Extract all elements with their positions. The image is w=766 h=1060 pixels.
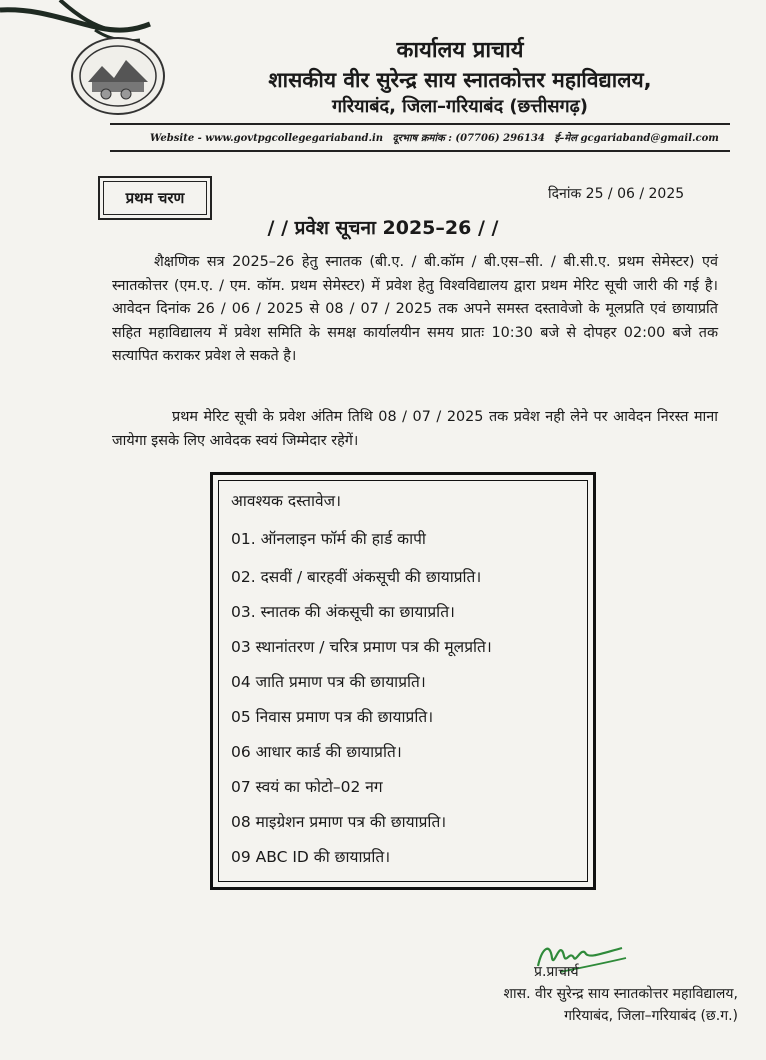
header-line-1: कार्यालय प्राचार्य	[396, 38, 524, 63]
office-header	[190, 36, 730, 120]
contact-line	[150, 130, 725, 144]
paragraph-admission: शैक्षणिक सत्र 2025–26 हेतु स्नातक (बी.ए. / बी.कॉम / बी.एस–सी. / बी.सी.ए. प्रथम सेमेस्टर) एवं स्नातकोत्तर (एम.ए. / एम. कॉम. प्रथम सेमेस्टर) में प्रवेश हेतु विश्वविद्यालय द्वारा प्रथम मेरिट सूची जारी की गई है। आवेदन दिनांक 26 / 06 / 2025 से 08 / 07 / 2025 तक अपने समस्त दस्तावेजो के मूलप्रति एवं छायाप्रति सहित महाविद्यालय में प्रवेश समिति के समक्ष कार्यालयीन समय प्रातः 10:30 बजे से दोपहर 02:00 बजे तक सत्यापित कराकर प्रवेश ले सकते है।	[112, 254, 718, 364]
signatory-college: शास. वीर सुरेन्द्र साय स्नातकोत्तर महाविद्यालय,	[503, 986, 738, 1002]
document-item: 09 ABC ID की छायाप्रति।	[231, 848, 391, 866]
documents-box-inner	[218, 480, 588, 882]
header-rule-bottom	[110, 150, 730, 152]
website-text: Website - www.govtpgcollegegariaband.in	[150, 133, 384, 144]
header-rule-top	[110, 123, 730, 125]
signatory-location: गरियाबंद, जिला–गरियाबंद (छ.ग.)	[564, 1008, 738, 1024]
header-location: गरियाबंद, जिला–गरियाबंद (छत्तीसगढ़)	[331, 96, 589, 117]
notice-title: / / प्रवेश सूचना 2025–26 / /	[267, 217, 499, 239]
notice-date: दिनांक 25 / 06 / 2025	[548, 186, 685, 202]
signatory-block	[408, 983, 738, 1027]
signatory-designation: प्र.प्राचार्य	[534, 964, 579, 980]
document-item: 08 माइग्रेशन प्रमाण पत्र की छायाप्रति।	[231, 813, 447, 831]
header-college-name: शासकीय वीर सुरेन्द्र साय स्नातकोत्तर महाविद्यालय,	[268, 68, 652, 92]
paragraph-deadline: प्रथम मेरिट सूची के प्रवेश अंतिम तिथि 08 / 07 / 2025 तक प्रवेश नही लेने पर आवेदन निरस्त माना जायेगा इसके लिए आवेदक स्वयं जिम्मेदार रहेगें।	[112, 409, 718, 449]
document-item: 03 स्थानांतरण / चरित्र प्रमाण पत्र की मूलप्रति।	[231, 638, 492, 656]
stage-label: प्रथम चरण	[103, 181, 207, 215]
document-item: 02. दसवीं / बारहवीं अंकसूची की छायाप्रति।	[231, 568, 482, 586]
document-item: 01. ऑनलाइन फॉर्म की हार्ड कापी	[231, 530, 426, 548]
phone-text: दूरभाष क्रमांक : (07706) 296134	[392, 133, 545, 144]
document-item: 06 आधार कार्ड की छायाप्रति।	[231, 743, 402, 761]
documents-box	[210, 472, 596, 890]
document-item: 03. स्नातक की अंकसूची का छायाप्रति।	[231, 603, 455, 621]
college-seal-icon	[70, 36, 166, 116]
document-item: 05 निवास प्रमाण पत्र की छायाप्रति।	[231, 708, 434, 726]
document-item: 07 स्वयं का फोटो–02 नग	[231, 778, 383, 796]
document-item: 04 जाति प्रमाण पत्र की छायाप्रति।	[231, 673, 426, 691]
email-text: ई–मेल gcgariaband@gmail.com	[554, 133, 719, 144]
documents-heading: आवश्यक दस्तावेज।	[231, 492, 341, 510]
